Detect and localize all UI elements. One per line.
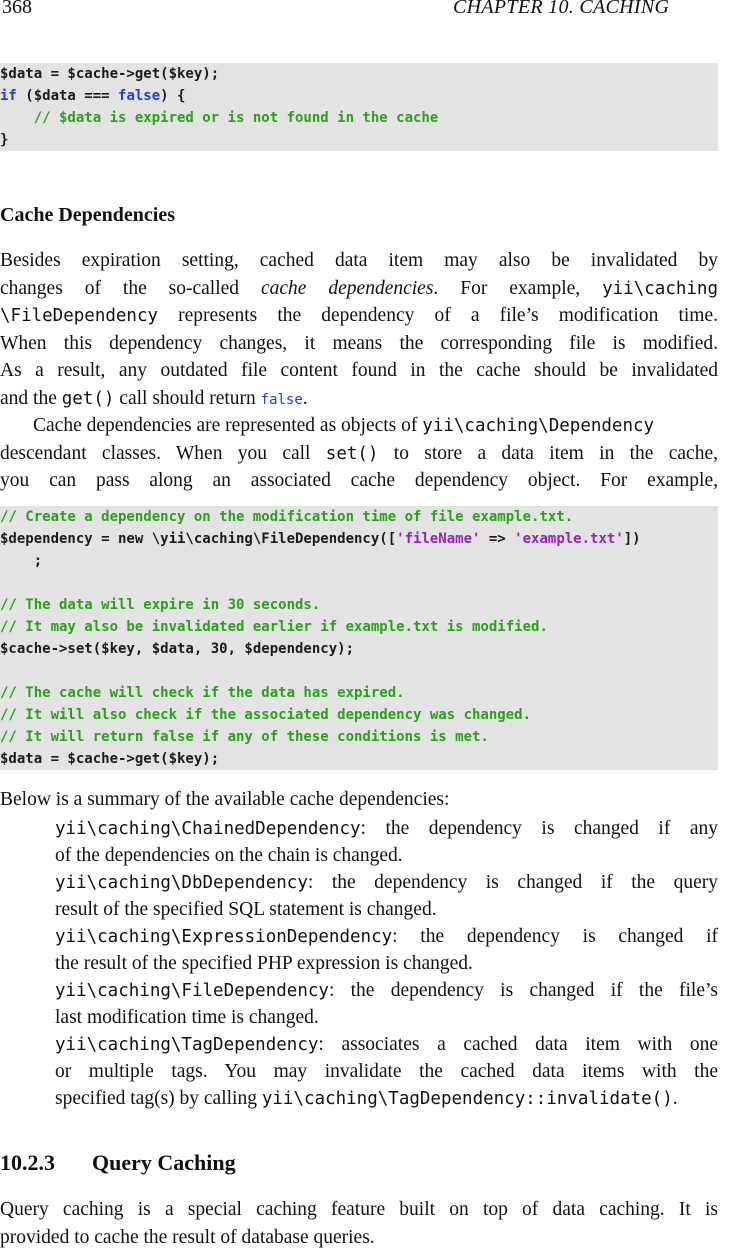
code-line: } (0, 132, 9, 148)
list-item: yii\caching\FileDependency: the dependency is changed if the file’s last modification time is changed. (55, 980, 718, 1028)
list-item: yii\caching\DbDependency: the dependency is changed if the query result of the specified SQL statement is changed. (55, 872, 718, 920)
code-line: $dependency = new \yii\caching\FileDependency(['fileName' => 'example.txt']) (0, 531, 641, 547)
section-heading: Cache Dependencies (0, 204, 175, 226)
code-comment: // $data is expired or is not found in the cache (0, 110, 439, 126)
chapter-title: CHAPTER 10. CACHING (453, 0, 670, 18)
code-comment: // It will also check if the associated dependency was changed. (0, 707, 532, 723)
paragraph-objects: Cache dependencies are represented as objects of yii\caching\Dependency descendant classes. When you call set() to store a data item in the cache, you can pass along an associated cache dependency object. For example, (0, 415, 718, 491)
code-line: $cache->set($key, $data, 30, $dependency); (0, 641, 355, 657)
code-block-get (0, 63, 718, 151)
code-comment: // It may also be invalidated earlier if example.txt is modified. (0, 619, 548, 635)
class-name: yii\caching\ExpressionDependency (55, 927, 393, 947)
section-heading-query-caching (0, 1150, 236, 1176)
code-comment: // The cache will check if the data has expired. (0, 685, 405, 701)
dependency-list (55, 815, 718, 1112)
code-line: ; (0, 553, 43, 569)
page-number: 368 (2, 0, 32, 18)
running-header (0, 0, 739, 20)
code-comment: // The data will expire in 30 seconds. (0, 597, 321, 613)
code-comment: // It will return false if any of these conditions is met. (0, 729, 489, 745)
section-title: Query Caching (92, 1150, 236, 1175)
class-name: yii\caching\ChainedDependency (55, 819, 361, 839)
list-item: yii\caching\TagDependency: associates a cached data item with one or multiple tags. You may invalidate the cached data items with the specified tag(s) by calling yii\caching\TagDependency::invalidate(). (55, 1034, 718, 1109)
code-line: $data = $cache->get($key); (0, 751, 220, 767)
class-name: yii\caching\DbDependency (55, 873, 308, 893)
code-line: if ($data === false) { (0, 88, 186, 104)
class-name: yii\caching\TagDependency (55, 1035, 319, 1055)
code-line: $data = $cache->get($key); (0, 66, 220, 82)
code-block-dependency (0, 506, 718, 770)
code-comment: // Create a dependency on the modification time of file example.txt. (0, 509, 574, 525)
paragraph-dependencies: Besides expiration setting, cached data item may also be invalidated by changes of the so-called cache dependencies. For example, yii\caching \FileDependency represents the dependency of a file’s modification time. When this dependency changes, it means the corresponding file is modified. As a result, any outdated file content found in the cache should be invalidated and the get() call should return false. (0, 250, 719, 409)
list-item: yii\caching\ChainedDependency: the dependency is changed if any of the dependencies on the chain is changed. (55, 818, 718, 866)
summary-intro: Below is a summary of the available cache dependencies: (0, 789, 450, 810)
paragraph-query-caching: Query caching is a special caching feature built on top of data caching. It is provided to cache the result of database queries. (0, 1199, 718, 1248)
class-name: yii\caching\FileDependency (55, 981, 329, 1001)
list-item: yii\caching\ExpressionDependency: the dependency is changed if the result of the specified PHP expression is changed. (55, 926, 718, 974)
section-number: 10.2.3 (0, 1150, 55, 1175)
